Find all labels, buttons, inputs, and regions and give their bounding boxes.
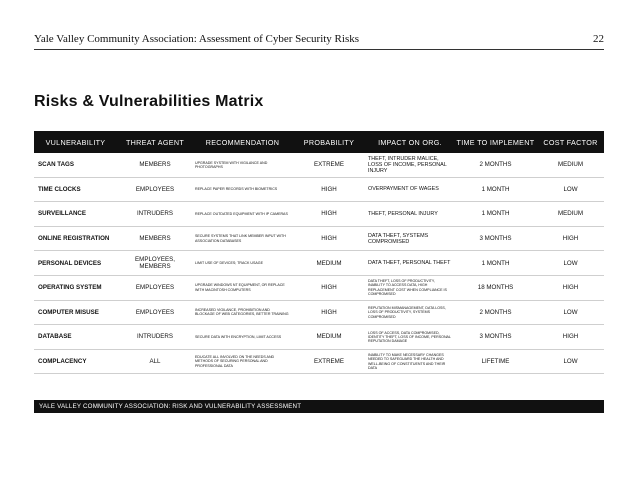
impact-cell: DATA THEFT, SYSTEMS COMPROMISED: [366, 226, 454, 251]
vulnerability-cell: COMPUTER MISUSE: [34, 300, 117, 325]
impact-cell: THEFT, PERSONAL INJURY: [366, 202, 454, 227]
recommendation-cell: LIMIT USE OF DEVICES; TRACK USAGE: [193, 251, 292, 276]
table-row: [34, 275, 604, 300]
threat-agent-cell: INTRUDERS: [117, 202, 193, 227]
vulnerability-cell: SCAN TAGS: [34, 153, 117, 177]
probability-cell: HIGH: [292, 177, 366, 202]
time-cell: LIFETIME: [454, 349, 537, 374]
cost-cell: HIGH: [537, 325, 604, 350]
column-header: PROBABILITY: [292, 131, 366, 153]
probability-cell: EXTREME: [292, 153, 366, 177]
threat-agent-cell: INTRUDERS: [117, 325, 193, 350]
probability-cell: MEDIUM: [292, 251, 366, 276]
recommendation-cell: SECURE DATA WITH ENCRYPTION, LIMIT ACCESS: [193, 325, 292, 350]
impact-cell: REPUTATION MISMANAGEMENT, DATA LOSS, LOSS OF PRODUCTIVITY, SYSTEMS COMPROMISED: [366, 300, 454, 325]
probability-cell: HIGH: [292, 300, 366, 325]
table-row: [34, 226, 604, 251]
threat-agent-cell: MEMBERS: [117, 226, 193, 251]
column-header: IMPACT ON ORG.: [366, 131, 454, 153]
threat-agent-cell: MEMBERS: [117, 153, 193, 177]
threat-agent-cell: EMPLOYEES, MEMBERS: [117, 251, 193, 276]
recommendation-cell: REPLACE OUTDATED EQUIPMENT WITH IP CAMERAS: [193, 202, 292, 227]
time-cell: 2 MONTHS: [454, 153, 537, 177]
table-row: [34, 349, 604, 374]
vulnerability-cell: SURVEILLANCE: [34, 202, 117, 227]
table-row: [34, 251, 604, 276]
table-row: [34, 202, 604, 227]
vulnerability-cell: PERSONAL DEVICES: [34, 251, 117, 276]
recommendation-cell: UPGRADE SYSTEM WITH VIGILANCE AND PHOTOGRAPHS: [193, 153, 292, 177]
time-cell: 18 MONTHS: [454, 275, 537, 300]
time-cell: 3 MONTHS: [454, 226, 537, 251]
cost-cell: LOW: [537, 349, 604, 374]
column-header: THREAT AGENT: [117, 131, 193, 153]
page-number: 22: [593, 33, 604, 45]
cost-cell: LOW: [537, 177, 604, 202]
vulnerability-cell: TIME CLOCKS: [34, 177, 117, 202]
recommendation-cell: SECURE SYSTEMS THAT LINK MEMBER INPUT WITH ASSOCIATION DATABASES: [193, 226, 292, 251]
time-cell: 1 MONTH: [454, 251, 537, 276]
vulnerability-cell: COMPLACENCY: [34, 349, 117, 374]
impact-cell: DATA THEFT, PERSONAL THEFT: [366, 251, 454, 276]
threat-agent-cell: EMPLOYEES: [117, 300, 193, 325]
impact-cell: INABILITY TO MAKE NECESSARY CHANGES NEEDED TO SAFEGUARD THE HEALTH AND WELL-BEING OF CONSTITUENTS AND THEIR DATA: [366, 349, 454, 374]
probability-cell: HIGH: [292, 202, 366, 227]
impact-cell: DATA THEFT, LOSS OF PRODUCTIVITY, INABILITY TO ACCESS DATA, HIGH REPLACEMENT COST WHEN COMPLIANCE IS COMPROMISED: [366, 275, 454, 300]
recommendation-cell: UPGRADE WINDOWS NT EQUIPMENT, OR REPLACE WITH MACINTOSH COMPUTERS: [193, 275, 292, 300]
table-header-row: [34, 131, 604, 153]
threat-agent-cell: EMPLOYEES: [117, 177, 193, 202]
column-header: COST FACTOR: [537, 131, 604, 153]
table-row: [34, 153, 604, 177]
cost-cell: LOW: [537, 300, 604, 325]
recommendation-cell: EDUCATE ALL INVOLVED ON THE NEEDS AND METHODS OF SECURING PERSONAL AND PROFESSIONAL DATA: [193, 349, 292, 374]
cost-cell: LOW: [537, 251, 604, 276]
time-cell: 2 MONTHS: [454, 300, 537, 325]
threat-agent-cell: EMPLOYEES: [117, 275, 193, 300]
probability-cell: EXTREME: [292, 349, 366, 374]
probability-cell: HIGH: [292, 275, 366, 300]
page-header: [34, 33, 604, 50]
table-footer-caption: YALE VALLEY COMMUNITY ASSOCIATION: RISK AND VULNERABILITY ASSESSMENT: [34, 400, 604, 413]
impact-cell: LOSS OF ACCESS, DATA COMPROMISED, IDENTITY THEFT, LOSS OF INCOME, PERSONAL REPUTATION DAMAGE: [366, 325, 454, 350]
impact-cell: OVERPAYMENT OF WAGES: [366, 177, 454, 202]
time-cell: 1 MONTH: [454, 202, 537, 227]
vulnerability-cell: ONLINE REGISTRATION: [34, 226, 117, 251]
probability-cell: MEDIUM: [292, 325, 366, 350]
time-cell: 1 MONTH: [454, 177, 537, 202]
column-header: RECOMMENDATION: [193, 131, 292, 153]
table-row: [34, 177, 604, 202]
probability-cell: HIGH: [292, 226, 366, 251]
column-header: VULNERABILITY: [34, 131, 117, 153]
cost-cell: MEDIUM: [537, 153, 604, 177]
table-row: [34, 325, 604, 350]
vulnerability-cell: DATABASE: [34, 325, 117, 350]
recommendation-cell: REPLACE PAPER RECORDS WITH BIOMETRICS: [193, 177, 292, 202]
cost-cell: HIGH: [537, 275, 604, 300]
threat-agent-cell: ALL: [117, 349, 193, 374]
table-row: [34, 300, 604, 325]
recommendation-cell: INCREASED VIGILANCE, PROHIBITION AND BLOCKAGE OF WEB CATEGORIES, BETTER TRAINING: [193, 300, 292, 325]
cost-cell: MEDIUM: [537, 202, 604, 227]
page-title: Risks & Vulnerabilities Matrix: [34, 93, 264, 110]
cost-cell: HIGH: [537, 226, 604, 251]
time-cell: 3 MONTHS: [454, 325, 537, 350]
column-header: TIME TO IMPLEMENT: [454, 131, 537, 153]
vulnerability-cell: OPERATING SYSTEM: [34, 275, 117, 300]
risk-matrix-table: [34, 131, 604, 374]
impact-cell: THEFT, INTRUDER MALICE, LOSS OF INCOME, PERSONAL INJURY: [366, 153, 454, 177]
document-title: Yale Valley Community Association: Assessment of Cyber Security Risks: [34, 33, 360, 45]
